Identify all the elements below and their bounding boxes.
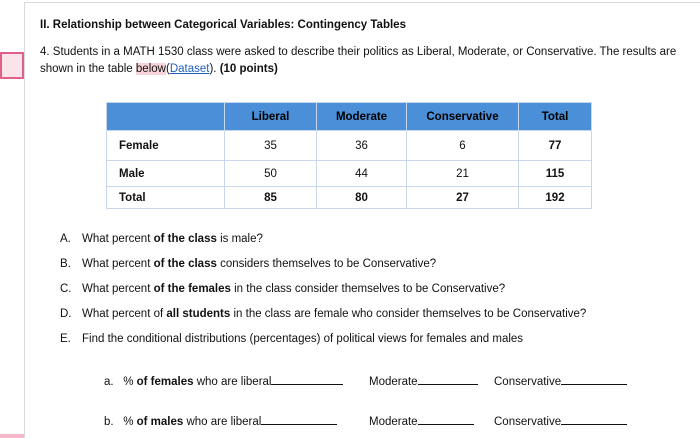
item-c	[60, 283, 505, 295]
subpart-letter: b.	[104, 416, 114, 428]
item-text-end: in the class are female who consider themselves to be Conservative?	[230, 308, 587, 320]
item-letter: B.	[60, 258, 71, 270]
col-header-conservative: Conservative	[407, 103, 519, 131]
table-row	[107, 131, 592, 161]
points-label: (10 points)	[219, 63, 278, 75]
header-corner	[107, 103, 225, 131]
item-text: Find the conditional distributions (percentages) of political views for females and males	[82, 333, 524, 345]
cell-grand-total: 192	[519, 187, 592, 209]
cell-total-conservative: 27	[407, 187, 519, 209]
cell-male-total: 115	[519, 161, 592, 187]
item-text: What percent	[82, 258, 154, 270]
item-text: What percent of	[82, 308, 167, 320]
item-d	[60, 308, 586, 320]
cell-female-conservative: 6	[407, 131, 519, 161]
subpart-a-conservative	[494, 374, 627, 388]
item-text: What percent	[82, 233, 154, 245]
item-bold-text: of the class	[153, 233, 217, 245]
item-letter: E.	[60, 333, 71, 345]
cell-male-moderate: 44	[317, 161, 407, 187]
item-bold-text: of the class	[153, 258, 217, 270]
table-header-row	[107, 103, 592, 131]
item-text: What percent	[82, 283, 154, 295]
item-letter: A.	[60, 233, 71, 245]
subpart-b-liberal	[104, 414, 337, 428]
item-text-end: is male?	[216, 233, 263, 245]
cell-female-liberal: 35	[225, 131, 317, 161]
moderate-label: Moderate	[369, 376, 418, 388]
subpart-b-moderate	[369, 414, 474, 428]
question-4	[40, 44, 680, 78]
subpart-text: %	[123, 376, 137, 388]
subpart-b-conservative	[494, 414, 627, 428]
answer-blank-b-moderate[interactable]	[418, 414, 474, 425]
highlighted-word: below	[135, 63, 166, 75]
question-text: Students in a MATH 1530 class were asked to describe their politics as Liberal, Moderate, or Conservative. The results are shown in the table	[40, 46, 677, 75]
cell-female-total: 77	[519, 131, 592, 161]
subpart-bold-text: of males	[136, 416, 184, 428]
subpart-a-liberal	[104, 374, 343, 388]
row-label-male: Male	[107, 161, 225, 187]
item-bold-text: of the females	[153, 283, 231, 295]
conservative-label: Conservative	[494, 376, 562, 388]
subpart-bold-text: of females	[136, 376, 194, 388]
item-a	[60, 233, 263, 245]
cell-female-moderate: 36	[317, 131, 407, 161]
page-top-border	[24, 2, 700, 3]
subpart-text-end: who are liberal	[183, 416, 262, 428]
question-number: 4.	[40, 46, 50, 58]
item-letter: C.	[60, 283, 72, 295]
item-bold-text: all students	[166, 308, 231, 320]
cell-male-liberal: 50	[225, 161, 317, 187]
answer-blank-b-conservative[interactable]	[561, 414, 627, 425]
answer-blank-a-liberal[interactable]	[271, 374, 343, 385]
item-text-end: considers themselves to be Conservative?	[216, 258, 437, 270]
comment-marker-bottom[interactable]	[0, 434, 24, 438]
row-label-total: Total	[107, 187, 225, 209]
row-label-female: Female	[107, 131, 225, 161]
subpart-letter: a.	[104, 376, 114, 388]
table-row	[107, 187, 592, 209]
item-b	[60, 258, 436, 270]
moderate-label: Moderate	[369, 416, 418, 428]
cell-total-liberal: 85	[225, 187, 317, 209]
answer-blank-a-moderate[interactable]	[418, 374, 478, 385]
table-row	[107, 161, 592, 187]
cell-total-moderate: 80	[317, 187, 407, 209]
subpart-a-moderate	[369, 374, 478, 388]
subpart-text-end: who are liberal	[193, 376, 272, 388]
conservative-label: Conservative	[494, 416, 562, 428]
contingency-table	[106, 102, 592, 209]
page-left-border	[24, 2, 25, 438]
link-open-paren: (	[165, 63, 170, 75]
col-header-liberal: Liberal	[225, 103, 317, 131]
link-close-paren: ).	[209, 63, 217, 75]
comment-marker[interactable]	[0, 52, 24, 79]
answer-blank-a-conservative[interactable]	[561, 374, 627, 385]
cell-male-conservative: 21	[407, 161, 519, 187]
subpart-text: %	[123, 416, 137, 428]
dataset-link[interactable]: Dataset	[169, 63, 210, 75]
item-letter: D.	[60, 308, 72, 320]
item-text-end: in the class consider themselves to be Conservative?	[230, 283, 506, 295]
section-heading: II. Relationship between Categorical Variables: Contingency Tables	[40, 19, 406, 31]
col-header-moderate: Moderate	[317, 103, 407, 131]
col-header-total: Total	[519, 103, 592, 131]
answer-blank-b-liberal[interactable]	[261, 414, 337, 425]
item-e	[60, 333, 523, 345]
